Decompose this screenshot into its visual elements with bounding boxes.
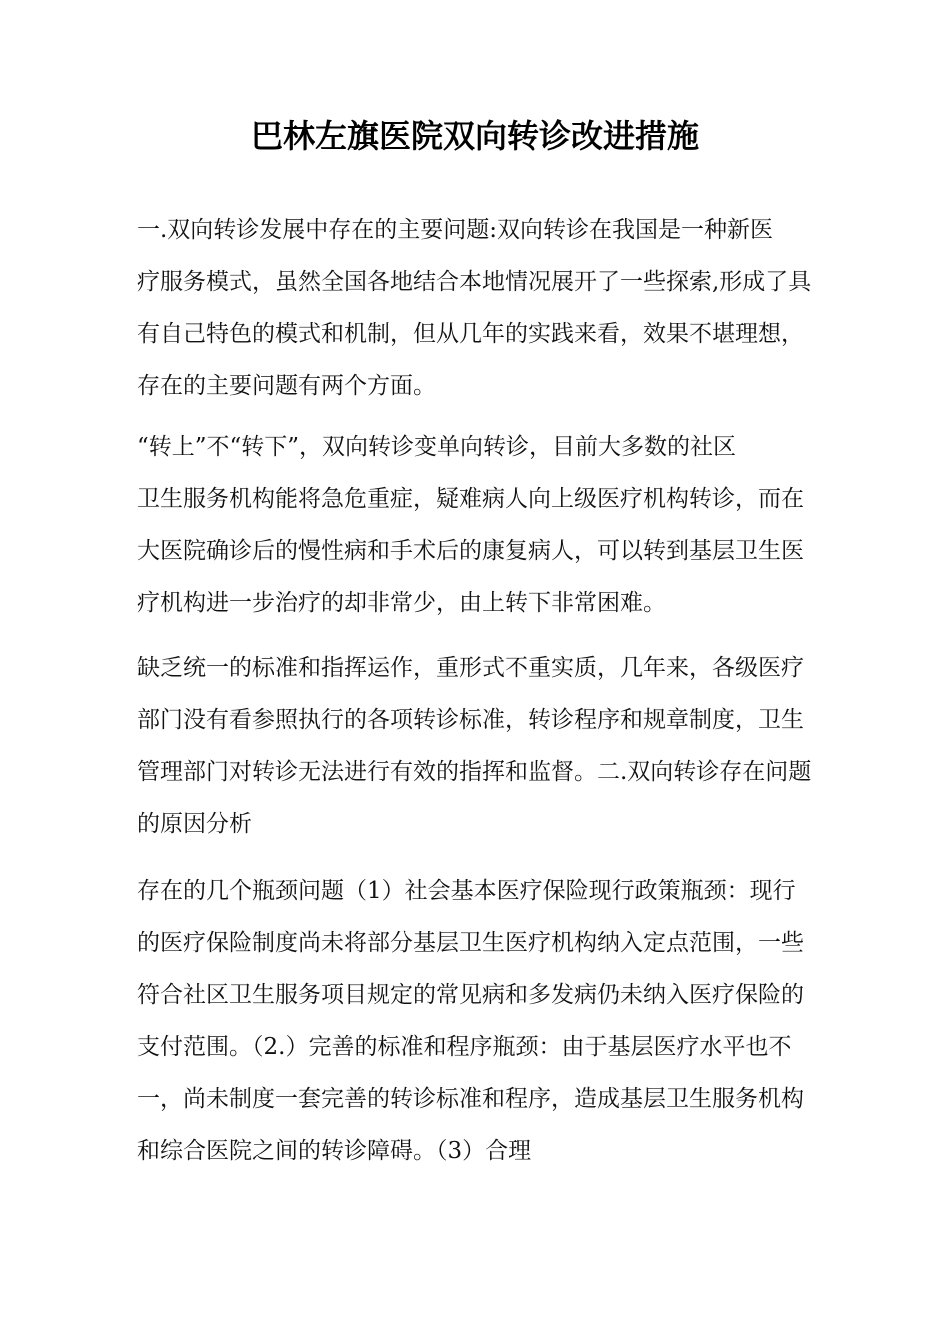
paragraph-one-way-referral <box>137 421 820 629</box>
paragraph-line: 一，尚未制度一套完善的转诊标准和程序，造成基层卫生服务机构 <box>137 1086 804 1112</box>
paragraph-line: 管理部门对转诊无法进行有效的指挥和监督。二.双向转诊存在问题 <box>137 759 812 785</box>
paragraph-line: 符合社区卫生服务项目规定的常见病和多发病仍未纳入医疗保险的 <box>137 982 804 1008</box>
paragraph-line: 存在的几个瓶颈问题（1）社会基本医疗保险现行政策瓶颈：现行 <box>137 878 796 904</box>
paragraph-line: 疗机构进一步治疗的却非常少，由上转下非常困难。 <box>137 590 666 616</box>
paragraph-lack-of-standards <box>137 642 820 850</box>
paragraph-line: 的医疗保险制度尚未将部分基层卫生医疗机构纳入定点范围，一些 <box>137 930 804 956</box>
paragraph-line: 有自己特色的模式和机制，但从几年的实践来看，效果不堪理想， <box>137 321 804 347</box>
paragraph-line: 疗服务模式，虽然全国各地结合本地情况展开了一些探索,形成了具 <box>137 269 812 295</box>
paragraph-problems <box>137 204 820 412</box>
paragraph-bottlenecks <box>137 865 820 1177</box>
paragraph-line: 和综合医院之间的转诊障碍。（3）合理 <box>137 1138 532 1164</box>
paragraph-line: 一.双向转诊发展中存在的主要问题:双向转诊在我国是一种新医 <box>137 217 774 243</box>
document-title: 巴林左旗医院双向转诊改进措施 <box>250 117 699 155</box>
paragraph-line: 的原因分析 <box>137 811 252 837</box>
paragraph-line: 卫生服务机构能将急危重症，疑难病人向上级医疗机构转诊，而在 <box>137 486 804 512</box>
paragraph-line: 部门没有看参照执行的各项转诊标准，转诊程序和规章制度，卫生 <box>137 707 804 733</box>
paragraph-line: “转上”不“转下”，双向转诊变单向转诊，目前大多数的社区 <box>137 434 737 460</box>
paragraph-line: 缺乏统一的标准和指挥运作，重形式不重实质，几年来，各级医疗 <box>137 655 804 681</box>
paragraph-line: 存在的主要问题有两个方面。 <box>137 373 436 399</box>
paragraph-line: 支付范围。（2.）完善的标准和程序瓶颈：由于基层医疗水平也不 <box>137 1034 792 1060</box>
paragraph-line: 大医院确诊后的慢性病和手术后的康复病人，可以转到基层卫生医 <box>137 538 804 564</box>
